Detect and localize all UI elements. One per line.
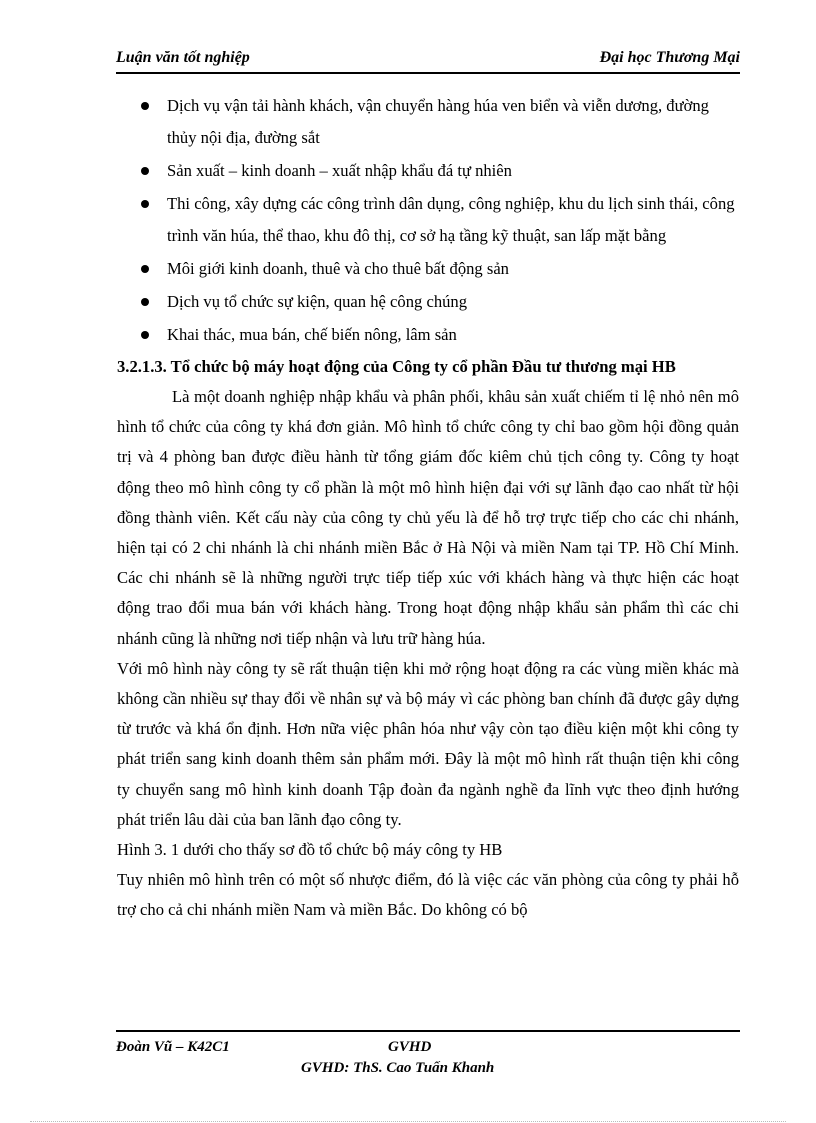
- bullet-icon: [141, 298, 149, 306]
- section-heading: 3.2.1.3. Tổ chức bộ máy hoạt động của Công ty cổ phần Đầu tư thương mại HB: [117, 357, 676, 376]
- page-footer: [116, 1030, 740, 1076]
- list-item: Khai thác, mua bán, chế biến nông, lâm sản: [117, 319, 739, 351]
- bullet-icon: [141, 200, 149, 208]
- page-bottom-divider: [30, 1121, 786, 1122]
- list-item: Thi công, xây dựng các công trình dân dụng, công nghiệp, khu du lịch sinh thái, công trình văn húa, thể thao, khu đô thị, cơ sở hạ tầng kỹ thuật, san lấp mặt bằng: [117, 188, 739, 252]
- paragraph-drawbacks: Tuy nhiên mô hình trên có một số nhược điểm, đó là việc các văn phòng của công ty phải hỗ trợ cho cả chi nhánh miền Nam và miền Bắc. Do không có bộ: [117, 870, 739, 920]
- footer-advisor: GVHD: ThS. Cao Tuấn Khanh: [301, 1060, 495, 1076]
- list-item: Dịch vụ vận tải hành khách, vận chuyển hàng húa ven biển và viễn dương, đường thủy nội địa, đường sắt: [117, 90, 739, 154]
- list-item: Môi giới kinh doanh, thuê và cho thuê bất động sản: [117, 253, 739, 285]
- header-university: Đại học Thương Mại: [599, 49, 740, 66]
- paragraph-figure-ref: Hình 3. 1 dưới cho thấy sơ đồ tổ chức bộ máy công ty HB: [117, 840, 503, 860]
- list-item: Sản xuất – kinh doanh – xuất nhập khẩu đá tự nhiên: [117, 155, 739, 187]
- bullet-icon: [141, 102, 149, 110]
- paragraph-advantages: Với mô hình này công ty sẽ rất thuận tiện khi mở rộng hoạt động ra các vùng miền khác mà không cần nhiều sự thay đổi về nhân sự và bộ máy vì các phòng ban chính đã được gây dựng từ trước và khá ổn định. Hơn nữa việc phân hóa như vậy còn tạo điều kiện một khi công ty phát triển sang kinh doanh thêm sản phẩm mới. Đây là một mô hình rất thuận tiện khi công ty chuyển sang mô hình kinh doanh Tập đoàn đa ngành nghề đa lĩnh vực theo định hướng phát triển lâu dài của ban lãnh đạo công ty.: [117, 658, 739, 829]
- page-header: [116, 46, 740, 74]
- bullet-icon: [141, 167, 149, 175]
- page-body: [117, 90, 739, 926]
- footer-gvhd-short: GVHD: [388, 1039, 432, 1055]
- paragraph-organization: Là một doanh nghiệp nhập khẩu và phân phối, khâu sản xuất chiếm tỉ lệ nhỏ nên mô hình tổ chức của công ty khá đơn giản. Mô hình tổ chức công ty chỉ bao gồm hội đồng quản trị và 4 phòng ban được điều hành từ tổng giám đốc kiêm chủ tịch công ty. Công ty hoạt động theo mô hình công ty cổ phần là một mô hình hiện đại với sự lãnh đạo cao nhất từ hội đồng thành viên. Kết cấu này của công ty chủ yếu là để hỗ trợ trực tiếp cho các chi nhánh, hiện tại có 2 chi nhánh là chi nhánh miền Bắc ở Hà Nội và miền Nam tại TP. Hồ Chí Minh. Các chi nhánh sẽ là những người trực tiếp tiếp xúc với khách hàng và thực hiện các hoạt động trao đổi mua bán với khách hàng. Trong hoạt động nhập khẩu sản phẩm thì các chi nhánh cũng là những nơi tiếp nhận và lưu trữ hàng húa.: [117, 387, 739, 648]
- business-lines-list: [117, 90, 739, 351]
- bullet-icon: [141, 265, 149, 273]
- bullet-icon: [141, 331, 149, 339]
- header-thesis-label: Luận văn tốt nghiệp: [116, 49, 250, 66]
- list-item: Dịch vụ tổ chức sự kiện, quan hệ công chúng: [117, 286, 739, 318]
- footer-author: Đoàn Vũ – K42C1: [116, 1039, 230, 1055]
